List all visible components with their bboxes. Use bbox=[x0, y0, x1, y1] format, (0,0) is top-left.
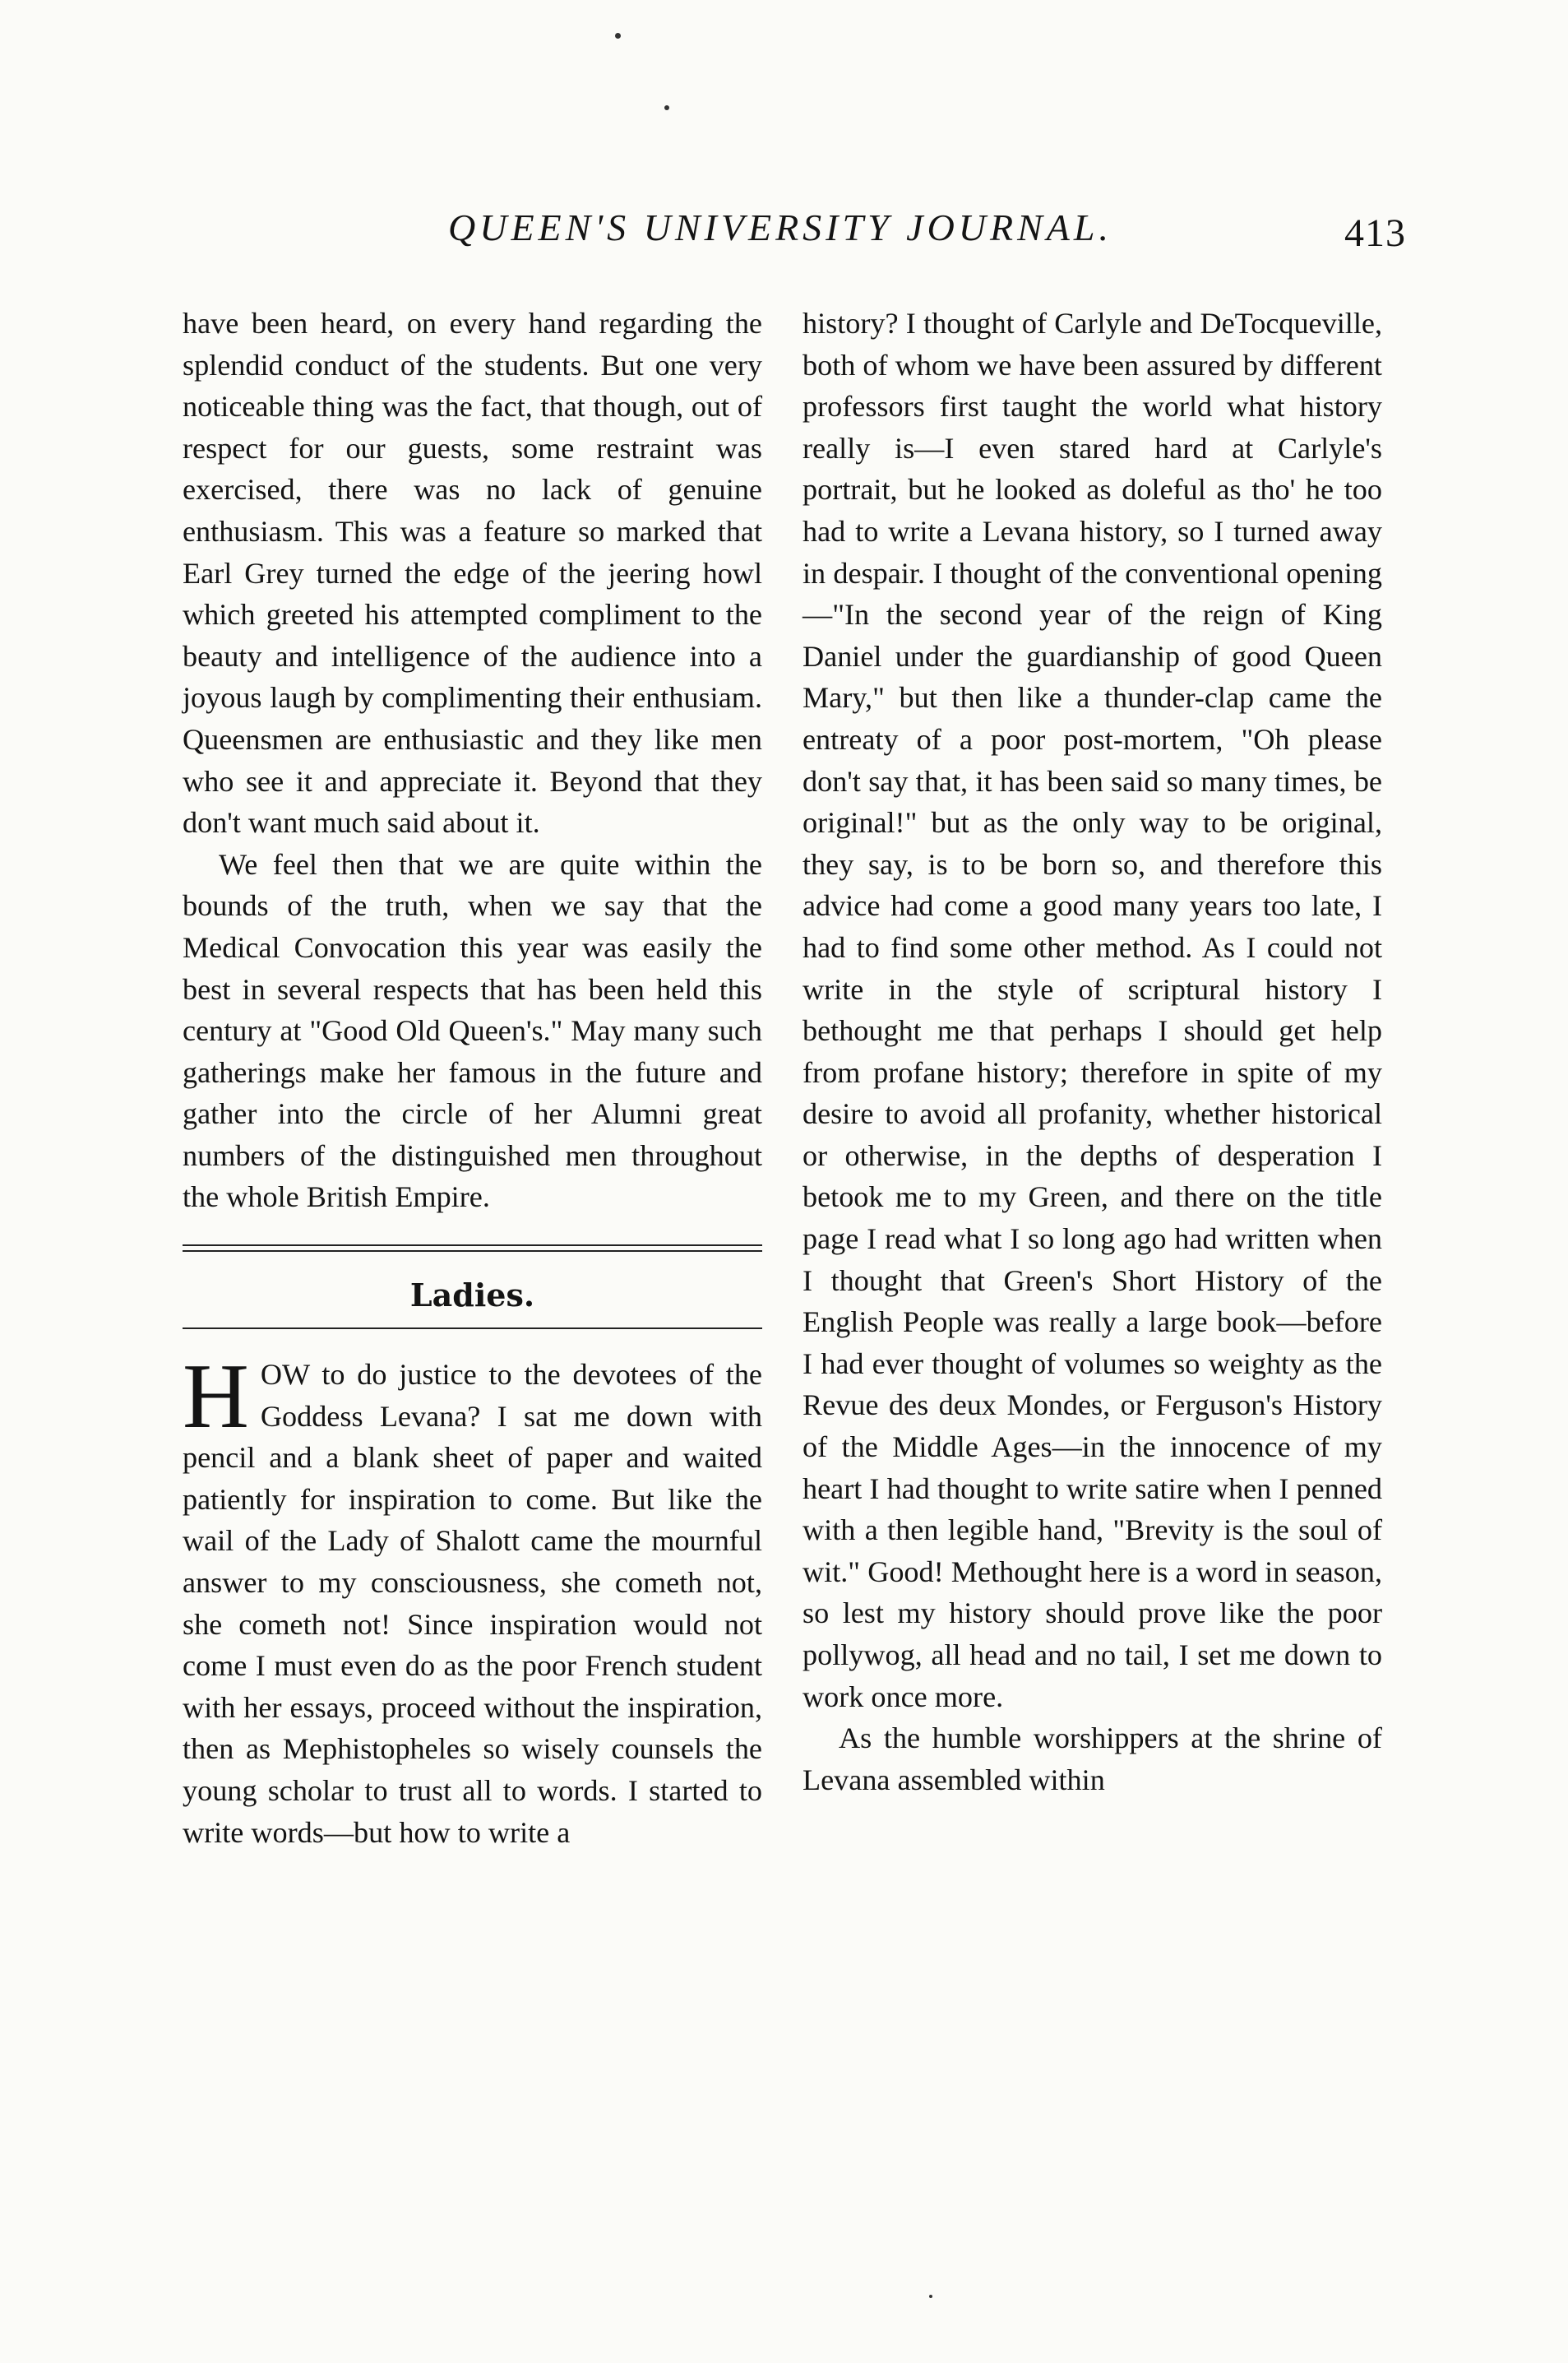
left-paragraph-1: have been heard, on every hand regarding the splendid conduct of the students. But one very noticeable thing was the fact, that though, out of respect for our guests, some restraint was exercised, there was no lack of genuine enthusiasm. This was a feature so marked that Earl Grey turned the edge of the jeering howl which greeted his attempted compliment to the beauty and intelligence of the audience into a joyous laugh by complimenting their enthusiam. Queensmen are enthusiastic and they like men who see it and appreciate it. Beyond that they don't want much said about it. bbox=[183, 307, 762, 840]
left-column bbox=[183, 303, 762, 1853]
left-paragraph-3 bbox=[183, 1346, 762, 1853]
section-divider-single bbox=[183, 1327, 762, 1329]
page-number: 413 bbox=[1344, 211, 1406, 255]
right-paragraph-1: history? I thought of Carlyle and DeTocqueville, both of whom we have been assured by different professors first taught the world what history really is—I even stared hard at Carlyle's portrait, but he looked as doleful as tho' he too had to write a Levana history, so I turned away in despair. I thought of the conventional opening—"In the second year of the reign of King Daniel under the guardianship of good Queen Mary," but then like a thunder-clap came the entreaty of a poor post-mortem, "Oh please don't say that, it has been said so many times, be original!" but as the only way to be original, they say, is to be born so, and therefore this advice had come a good many years too late, I had to find some other method. As I could not write in the style of scriptural history I bethought me that perhaps I should get help from profane history; therefore in spite of my desire to avoid all profanity, whether historical or otherwise, in the depths of desperation I betook me to my Green, and there on the title page I read what I so long ago had written when I thought that Green's Short History of the English People was really a large book—before I had ever thought of volumes so weighty as the Revue des deux Mondes, or Ferguson's History of the Middle Ages—in the innocence of my heart I had thought to write satire when I penned with a then legible hand, "Brevity is the soul of wit." Good! Methought here is a word in season, so lest my history should prove like the poor pollywog, all head and no tail, I set me down to work once more. bbox=[803, 307, 1382, 1713]
right-paragraph-2: As the humble worshippers at the shrine of Levana assembled within bbox=[803, 1721, 1382, 1796]
print-speck bbox=[929, 2295, 932, 2298]
left-paragraph-2: We feel then that we are quite within the bounds of the truth, when we say that the Medical Convocation this year was easily the best in several respects that has been held this century at "Good Old Queen's." May many such gatherings make her famous in the future and gather into the circle of her Alumni great numbers of the distinguished men throughout the whole British Empire. bbox=[183, 847, 762, 1214]
section-title-ladies: Ladies. bbox=[409, 1276, 535, 1314]
print-speck bbox=[615, 33, 621, 39]
section-divider-double bbox=[183, 1244, 762, 1252]
journal-title: QUEEN'S UNIVERSITY JOURNAL. bbox=[448, 206, 1112, 248]
print-speck bbox=[664, 105, 669, 110]
running-header bbox=[173, 206, 1406, 263]
left-paragraph-3-text: OW to do justice to the devotees of the Goddess Levana? I sat me down with pencil and a blank sheet of paper and waited patiently for inspiration to come. But like the wail of the Lady of Shalott came the mournful answer to my consciousness, she cometh not, she cometh not! Since inspiration would not come I must even do as the poor French student with her essays, proceed without the inspiration, then as Mephistopheles so wisely counsels the young scholar to trust all to words. I started to write words—but how to write a bbox=[183, 1358, 762, 1849]
right-column bbox=[803, 303, 1382, 1800]
drop-cap: H bbox=[183, 1346, 249, 1448]
